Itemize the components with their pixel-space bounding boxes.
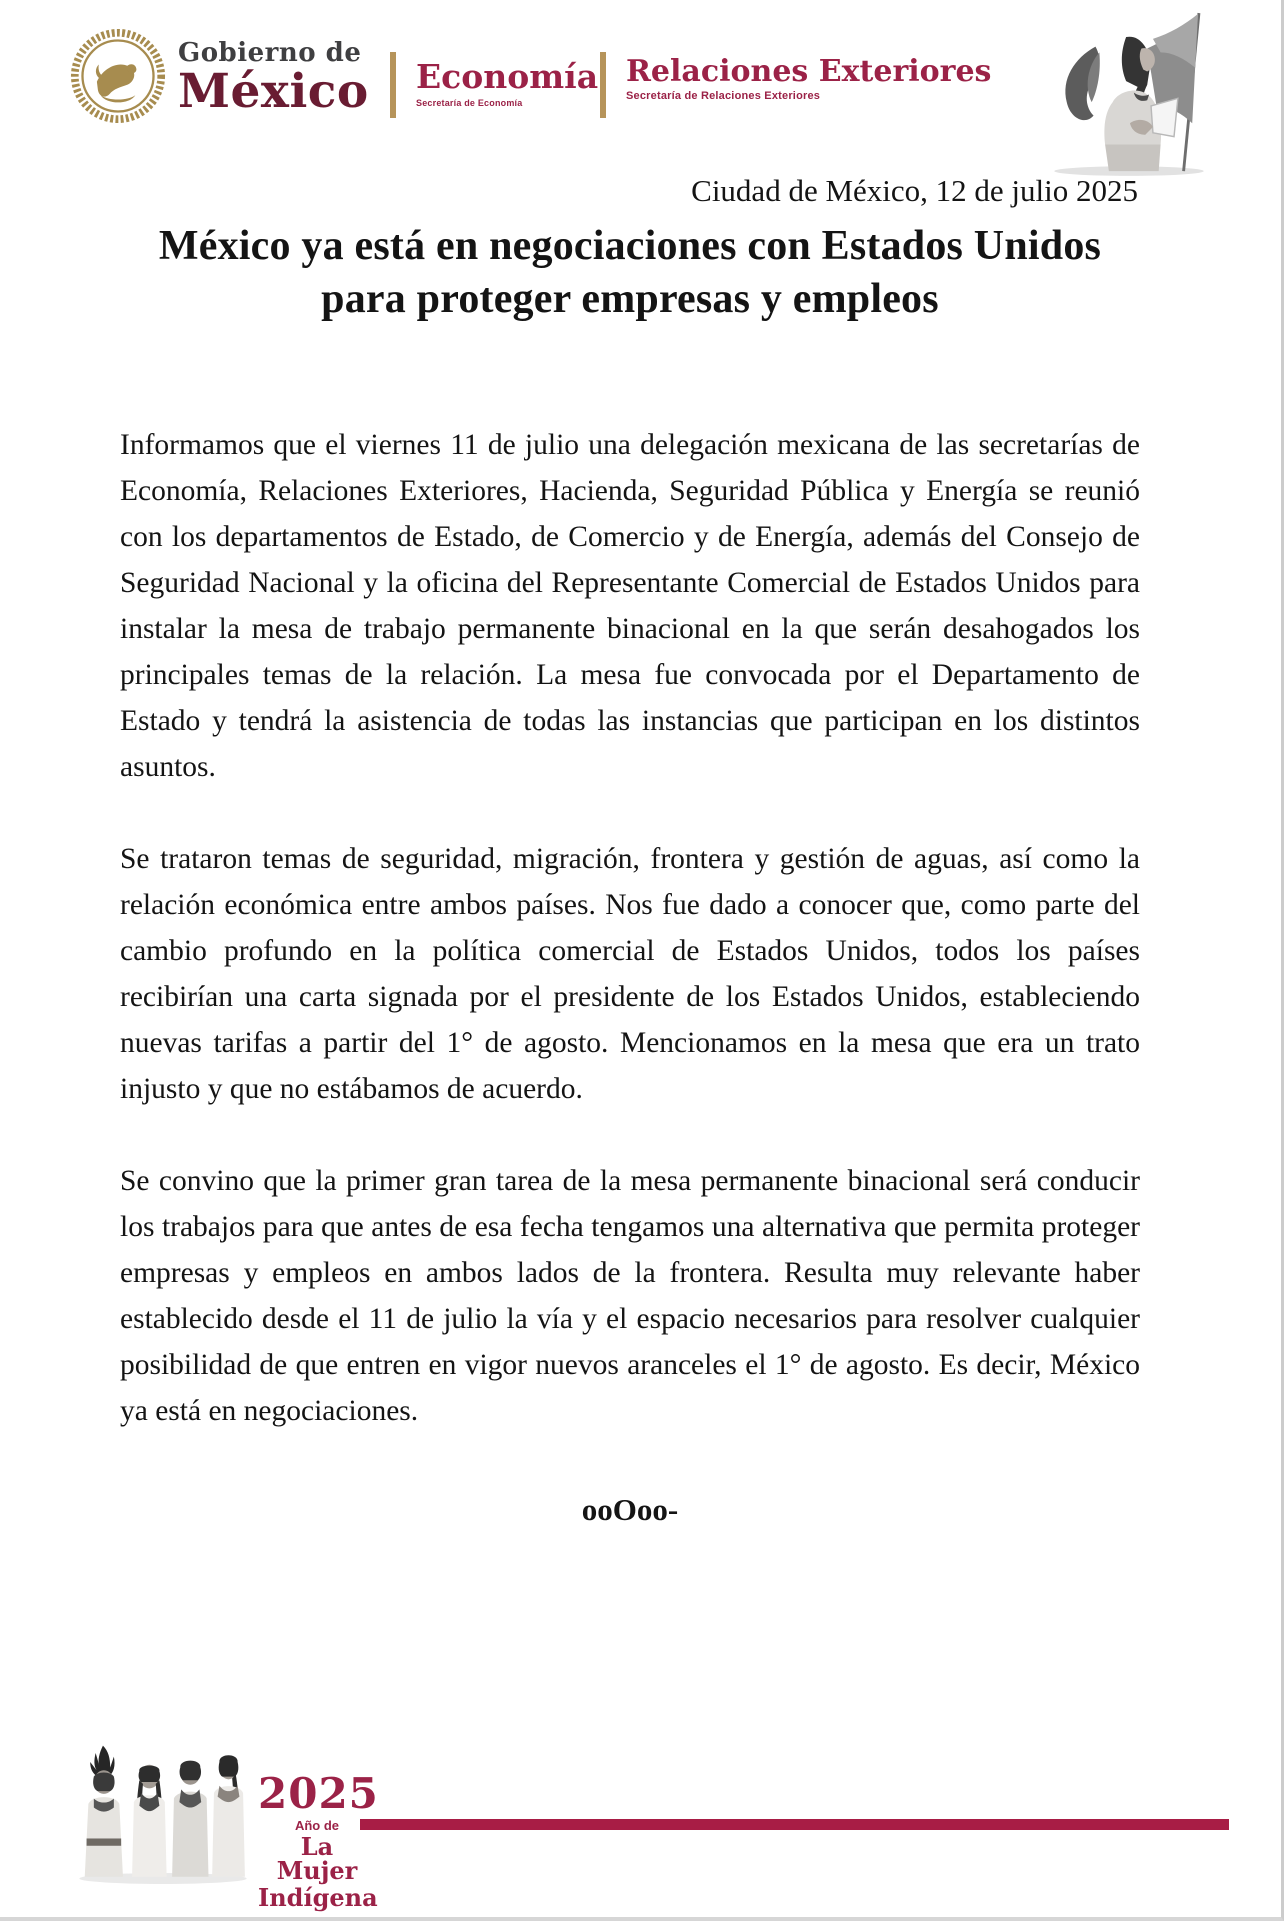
government-header [0,0,1281,190]
footer-tagline-small: Año de [294,1818,340,1833]
document-title: México ya está en negociaciones con Estados Unidos para proteger empresas y empleos [158,223,1102,322]
page-footer [0,1727,1281,1917]
mexico-label: México [178,64,369,119]
gobierno-de-mexico-wordmark [178,38,369,119]
footer-tagline-line1: La Mujer [276,1832,358,1885]
footer-year: 2025 [258,1769,379,1818]
document-body [120,170,1140,1528]
relaciones-exteriores-subtitle: Secretaría de Relaciones Exteriores [626,90,821,102]
paragraph-1: Informamos que el viernes 11 de julio una delegación mexicana de las secretarías de Economía, Relaciones Exteriores, Hacienda, Seguridad Pública y Energía se reunió con los departamentos de Estado, de Comercio y de Energía, además del Consejo de Seguridad Nacional y la oficina del Representante Comercial de Estados Unidos para instalar la mesa de trabajo permanente binacional en la que serán desahogados los principales temas de la relación. La mesa fue convocada por el Departamento de Estado y tendrá la asistencia de todas las instancias que participan en los distintos asuntos. [120,429,1140,783]
gobierno-de-label: Gobierno de [178,38,362,68]
vertical-divider [600,52,606,118]
paragraph-2: Se trataron temas de seguridad, migración, frontera y gestión de aguas, así como la relación económica entre ambos países. Nos fue dado a conocer que, como parte del cambio profundo en la política comercial de Estados Unidos, todos los países recibirían una carta signada por el presidente de los Estados Unidos, estableciendo nuevas tarifas a partir del 1° de agosto. Mencionamos en la mesa que era un trato injusto y que no estábamos de acuerdo. [120,843,1140,1105]
body-text [120,422,1140,1434]
closing-mark: ooOoo- [581,1492,679,1527]
vertical-divider [390,52,396,118]
economia-subtitle: Secretaría de Economía [416,98,523,108]
relaciones-exteriores-label: Relaciones Exteriores [626,54,992,89]
paragraph-3: Se convino que la primer gran tarea de la mesa permanente binacional será conducir los trabajos para que antes de esa fecha tengamos una alternativa que permita proteger empresas y empleos en ambos lados de la frontera. Resulta muy relevante haber establecido desde el 11 de julio la vía y el espacio necesarios para resolver cualquier posibilidad de que entren en vigor nuevos aranceles el 1° de agosto. Es decir, México ya está en negociaciones. [120,1165,1140,1427]
indigenous-women-image [72,1739,254,1887]
dateline: Ciudad de México, 12 de julio 2025 [691,173,1138,208]
economia-label: Economía [416,57,599,96]
mexico-coat-of-arms-icon [70,28,166,124]
woman-with-flag-image [1038,8,1220,180]
economia-wordmark [416,57,599,108]
year-of-indigenous-woman-logo [258,1769,379,1912]
footer-divider-bar [360,1819,1229,1830]
footer-tagline-line2: Indígena [258,1883,378,1912]
relaciones-exteriores-wordmark [626,54,992,102]
